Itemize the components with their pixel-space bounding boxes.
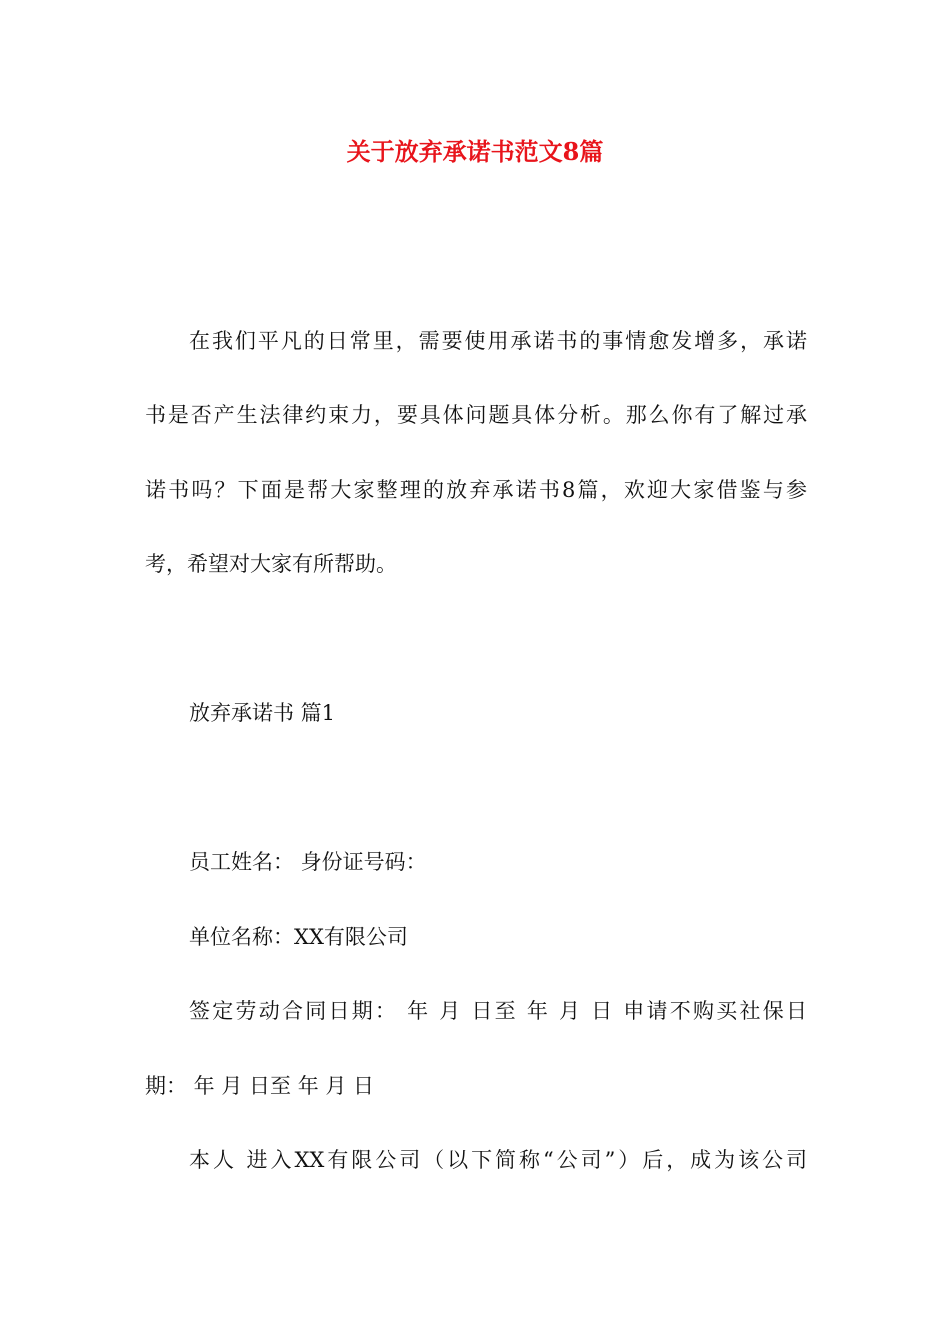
intro-line-2: 书是否产生法律约束力，要具体问题具体分析。那么你有了解过承 [145,403,807,427]
section-heading: 放弃承诺书 篇1 [189,701,336,725]
intro-line-3: 诺书吗？下面是帮大家整理的放弃承诺书8篇，欢迎大家借鉴与参 [145,478,807,502]
intro-line-1: 在我们平凡的日常里，需要使用承诺书的事情愈发增多，承诺 [189,329,807,353]
document-title: 关于放弃承诺书范文8篇 [346,137,604,166]
form-line-company: 单位名称：XX有限公司 [189,925,408,949]
form-line-statement: 本人 进入XX有限公司（以下简称“公司”）后，成为该公司 [189,1148,807,1172]
intro-line-4: 考，希望对大家有所帮助。 [145,552,397,576]
form-line-period: 期： 年 月 日至 年 月 日 [145,1074,375,1098]
form-line-contract-date: 签定劳动合同日期： 年 月 日至 年 月 日 申请不购买社保日 [189,999,807,1023]
form-line-name-id: 员工姓名： 身份证号码： [189,850,427,874]
